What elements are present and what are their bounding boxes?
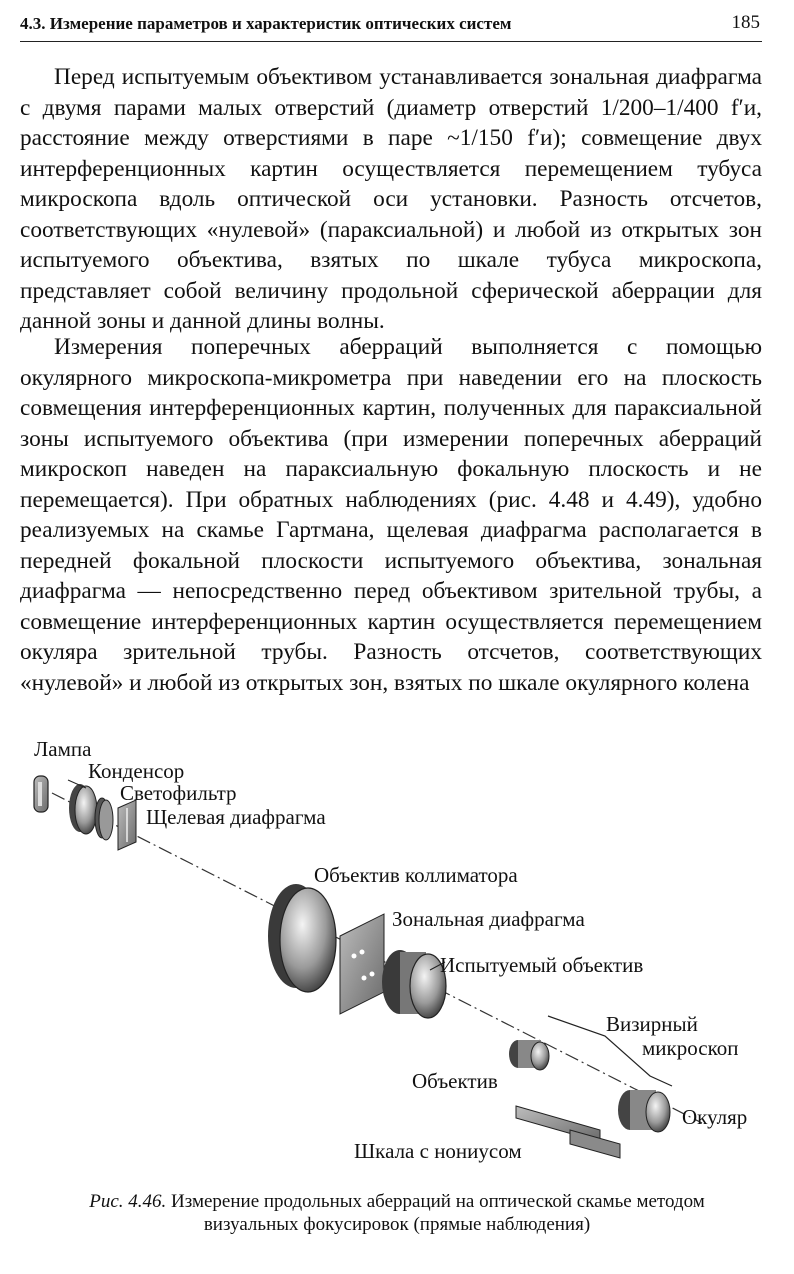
- label-eyepiece: Окуляр: [682, 1105, 748, 1129]
- page-header: [20, 6, 762, 36]
- eyepiece-icon: [618, 1090, 670, 1132]
- paragraph-1: Перед испытуемым объективом устанавливается зональная диафрагма с двумя парами малых отверстий (диаметр отверстий 1/200–1/400 f′и, расстояние между отверстиями в паре ~1/150 f′и); совмещение двух интерференционных картин осуществляется перемещением тубуса микроскопа вдоль оптической оси установки. Разность отсчетов, соответствующих «нулевой» (параксиальной) и любой из открытых зон испытуемого объектива, взятых по шкале тубуса микроскопа, представляет собой величину продольной сферической аберрации для данной зоны и данной длины волны.: [20, 64, 762, 334]
- label-vernier-scale: Шкала с нониусом: [354, 1139, 522, 1163]
- label-zonal-diaphragm: Зональная диафрагма: [392, 907, 585, 931]
- header-rule: [20, 41, 762, 42]
- label-condenser: Конденсор: [88, 759, 185, 783]
- slit-diaphragm-icon: [118, 800, 136, 850]
- lamp-icon: [34, 776, 48, 812]
- condenser-icon: [69, 784, 97, 834]
- page-number: 185: [731, 12, 760, 33]
- section-title: 4.3. Измерение параметров и характеристик оптических систем: [20, 14, 512, 33]
- label-filter: Светофильтр: [120, 781, 237, 805]
- label-slit-diaphragm: Щелевая диафрагма: [146, 805, 326, 829]
- figure-optical-bench: [0, 738, 794, 1178]
- label-sighting-microscope-2: микроскоп: [642, 1036, 739, 1060]
- microscope-objective-icon: [509, 1040, 549, 1070]
- test-objective-icon: [382, 950, 446, 1018]
- label-objective: Объектив: [412, 1069, 498, 1093]
- label-lamp: Лампа: [34, 737, 92, 761]
- figure-caption: [40, 1190, 754, 1236]
- caption-number: Рис. 4.46.: [89, 1191, 167, 1212]
- label-collimator-objective: Объектив коллиматора: [314, 863, 518, 887]
- filter-icon: [95, 798, 113, 840]
- label-sighting-microscope-1: Визирный: [606, 1012, 698, 1036]
- collimator-objective-icon: [268, 884, 336, 992]
- vernier-scale-icon: [516, 1106, 620, 1158]
- zonal-diaphragm-icon: [340, 914, 384, 1014]
- label-test-objective: Испытуемый объектив: [440, 953, 644, 977]
- caption-text: Измерение продольных аберраций на оптической скамье методом визуальных фокусировок (прямые наблюдения): [171, 1191, 705, 1235]
- paragraph-2: Измерения поперечных аберраций выполняется с помощью окулярного микроскопа-микрометра при наведении его на плоскость совмещения интерференционных картин, полученных для параксиальной зоны испытуемого объектива (при измерении поперечных аберраций микроскоп наведен на параксиальную фокальную плоскость и не перемещается). При обратных наблюдениях (рис. 4.48 и 4.49), удобно реализуемых на скамье Гартмана, щелевая диафрагма располагается в передней фокальной плоскости испытуемого объектива, зональная диафрагма — непосредственно перед объективом зрительной трубы, а совмещение интерференционных картин осуществляется перемещением окуляра зрительной трубы. Разность отсчетов, соответствующих «нулевой» и любой из открытых зон, взятых по шкале окулярного колена: [20, 334, 762, 696]
